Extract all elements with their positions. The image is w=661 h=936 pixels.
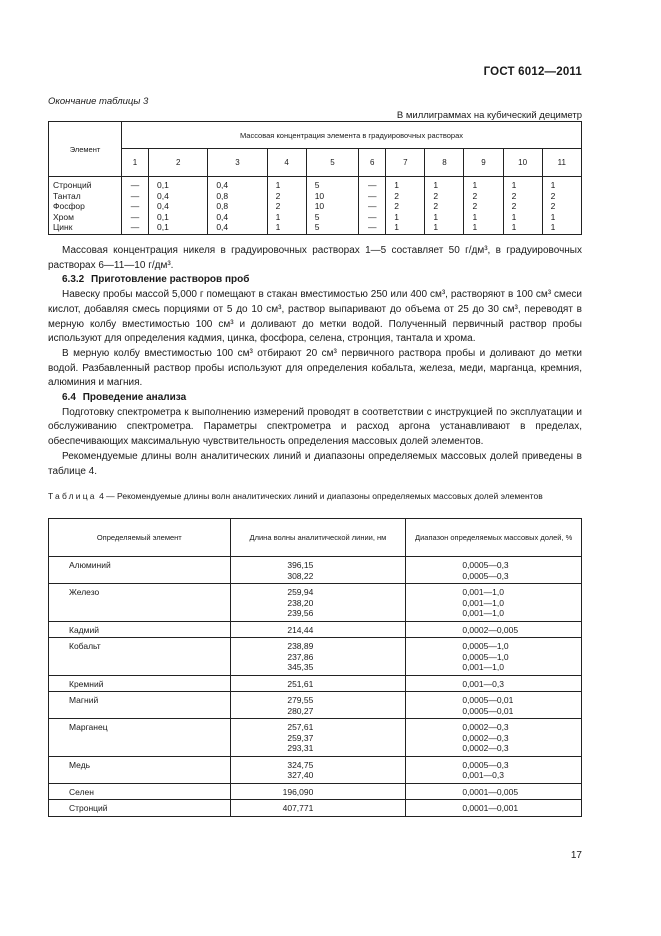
wavelength-value: 259,94 [287, 587, 314, 597]
table-row [49, 783, 582, 800]
page-number: 17 [570, 850, 582, 861]
wavelength-value: 308,22 [287, 570, 314, 581]
range-cell [406, 621, 582, 638]
range-value: 0,0002—0,3 [462, 722, 509, 732]
range-value: 0,0005—0,3 [462, 759, 509, 770]
col-header-solution-number: 3 [208, 149, 267, 177]
table-row [49, 756, 582, 783]
element-name: Стронций [49, 800, 231, 817]
concentration-value: 1 [472, 222, 478, 232]
concentration-value: 1 [394, 211, 400, 222]
wavelength-cell [230, 621, 406, 638]
col-header-solution-number: 2 [149, 149, 208, 177]
table-row [49, 719, 582, 757]
range-value: 0,0005—0,3 [462, 560, 509, 570]
concentration-column [425, 177, 464, 235]
concentration-value: — [130, 201, 140, 211]
concentration-value: 1 [275, 180, 281, 190]
col-header-element: Элемент [49, 122, 122, 177]
table-row [49, 638, 582, 676]
concentration-value: 1 [511, 180, 517, 190]
table-word: Таблица [48, 491, 97, 501]
concentration-value: — [368, 180, 377, 190]
wavelength-cell [230, 557, 406, 584]
element-name: Алюминий [49, 557, 231, 584]
concentration-column [149, 177, 208, 235]
concentration-column [267, 177, 306, 235]
wavelength-value: 293,31 [287, 743, 314, 753]
table-3 [48, 121, 582, 235]
element-name: Кобальт [49, 638, 231, 676]
range-cell [406, 692, 582, 719]
range-value: 0,001—1,0 [462, 597, 504, 608]
element-name: Железо [49, 584, 231, 622]
concentration-value: 0,1 [157, 211, 169, 222]
col-header-solution-number: 1 [122, 149, 149, 177]
element-name: Селен [49, 783, 231, 800]
col-header-solution-number: 8 [425, 149, 464, 177]
concentration-value: 0,8 [216, 201, 229, 211]
col-header-concentration: Массовая концентрация элемента в градуировочных растворах [122, 122, 582, 149]
concentration-value: 10 [314, 201, 325, 211]
element-name: Кадмий [49, 621, 231, 638]
range-cell [406, 756, 582, 783]
table-caption-text: 4 — Рекомендуемые длины волн аналитических линий и диапазоны определяемых массовых долей элементов [96, 491, 543, 501]
table-units-label: В миллиграммах на кубический дециметр [396, 110, 582, 121]
range-value: 0,0002—0,3 [462, 743, 509, 753]
wavelength-value: 214,44 [287, 624, 314, 635]
range-cell [406, 557, 582, 584]
concentration-column [503, 177, 542, 235]
table-continuation-label: Окончание таблицы 3 [48, 96, 149, 107]
col-header-wavelength: Длина волны аналитической линии, нм [230, 519, 406, 557]
concentration-value: 1 [472, 211, 478, 222]
range-cell [406, 783, 582, 800]
concentration-value: 1 [275, 211, 281, 222]
col-header-solution-number: 10 [503, 149, 542, 177]
concentration-value: 10 [314, 190, 325, 201]
concentration-value: 2 [472, 201, 478, 211]
wavelength-value: 238,20 [287, 597, 314, 608]
range-cell [406, 638, 582, 676]
concentration-value: 0,4 [216, 180, 229, 190]
concentration-column [122, 177, 149, 235]
col-header-range: Диапазон определяемых массовых долей, % [406, 519, 582, 557]
col-header-element: Определяемый элемент [49, 519, 231, 557]
paragraph-spectrometer: Подготовку спектрометра к выполнению измерений проводят в соответствии с инструкцией по эксплуатации и обслуживанию спектрометра. Параметры спектрометра и расход аргона устанавливают в пределах, обеспечивающих максимальную чувствительность определения массовых долей элементов. [48, 406, 582, 448]
element-name: Магний [49, 692, 231, 719]
section-number: 6.4 [62, 392, 76, 404]
concentration-value: 1 [394, 222, 400, 232]
concentration-value: 1 [472, 180, 478, 190]
concentration-value: 0,4 [157, 201, 169, 211]
wavelength-cell [230, 638, 406, 676]
wavelength-cell [230, 719, 406, 757]
table-row [49, 557, 582, 584]
concentration-value: 1 [550, 211, 556, 222]
range-cell [406, 584, 582, 622]
table-row [49, 800, 582, 817]
body-text [48, 244, 582, 479]
concentration-value: 5 [314, 211, 320, 222]
wavelength-value: 257,61 [287, 722, 314, 732]
concentration-value: 1 [394, 180, 400, 190]
concentration-value: 1 [550, 222, 556, 232]
section-title: Проведение анализа [82, 392, 187, 404]
section-number: 6.3.2 [62, 274, 85, 286]
col-header-solution-number: 9 [464, 149, 503, 177]
concentration-value: 2 [394, 201, 400, 211]
concentration-value: 2 [394, 190, 400, 201]
wavelength-cell [230, 675, 406, 692]
range-value: 0,0005—0,3 [462, 570, 509, 581]
table-row [49, 675, 582, 692]
wavelength-cell [230, 783, 406, 800]
wavelength-value: 238,89 [287, 641, 314, 651]
concentration-value: 1 [550, 180, 556, 190]
wavelength-value: 280,27 [287, 705, 314, 716]
col-header-solution-number: 11 [542, 149, 581, 177]
table-row [49, 692, 582, 719]
concentration-value: 2 [433, 190, 439, 201]
col-header-solution-number: 4 [267, 149, 306, 177]
range-value: 0,0001—0,005 [462, 786, 519, 797]
concentration-value: — [368, 222, 377, 232]
concentration-value: — [130, 222, 140, 232]
section-title: Приготовление растворов проб [91, 274, 250, 286]
paragraph-wavelengths: Рекомендуемые длины волн аналитических линий и диапазоны определяемых массовых долей приведены в таблице 4. [48, 450, 582, 477]
col-header-solution-number: 7 [386, 149, 425, 177]
wavelength-value: 327,40 [287, 770, 314, 780]
range-value: 0,0002—0,005 [462, 624, 519, 635]
wavelength-value: 324,75 [287, 759, 314, 770]
range-value: 0,001—0,3 [462, 678, 504, 689]
standard-code: ГОСТ 6012—2011 [483, 66, 582, 78]
paragraph-dilution: В мерную колбу вместимостью 100 см³ отбирают 20 см³ первичного раствора пробы и доливают до метки водой. Разбавленный раствор пробы используют для определения кобальта, железа, меди, марганца, кремния, алюминия и магния. [48, 347, 582, 389]
table-row [49, 621, 582, 638]
concentration-column [306, 177, 359, 235]
wavelength-value: 196,090 [282, 786, 314, 797]
wavelength-cell [230, 584, 406, 622]
element-name: Тантал [53, 190, 81, 201]
concentration-value: 0,1 [157, 222, 169, 232]
element-name: Кремний [49, 675, 231, 692]
wavelength-value: 237,86 [287, 651, 314, 662]
table-4-caption [48, 490, 582, 502]
range-value: 0,0005—0,01 [462, 705, 514, 716]
concentration-value: 1 [433, 211, 439, 222]
concentration-value: 2 [511, 201, 517, 211]
element-name: Фосфор [53, 201, 85, 211]
wavelength-value: 345,35 [287, 662, 314, 672]
paragraph-nickel: Массовая концентрация никеля в градуировочных растворах 1—5 составляет 50 г/дм³, в градуировочных растворах 6—11—10 г/дм³. [48, 245, 582, 271]
concentration-value: 0,4 [157, 190, 169, 201]
paragraph-sample-prep: Навеску пробы массой 5,000 г помещают в стакан вместимостью 250 или 400 см³, растворяют в 100 см³ смеси кислот, добавляя смесь порциями от 5 до 10 см³, раствор выпаривают до объема от 25 до 30 см³, переводят в мерную колбу вместимостью 100 см³ и доливают до метки водой. Полученный первичный раствор пробы используют для определения кадмия, цинка, фосфора, селена, стронция, тантала и хрома. [48, 289, 582, 345]
concentration-value: 1 [511, 222, 517, 232]
col-header-solution-number: 5 [306, 149, 359, 177]
element-name: Марганец [49, 719, 231, 757]
concentration-value: — [130, 180, 140, 190]
wavelength-cell [230, 692, 406, 719]
concentration-value: 2 [275, 190, 281, 201]
range-value: 0,0001—0,001 [462, 803, 519, 813]
concentration-value: — [368, 201, 377, 211]
table-4 [48, 518, 582, 817]
range-cell [406, 719, 582, 757]
wavelength-cell [230, 800, 406, 817]
range-value: 0,001—1,0 [462, 587, 504, 597]
wavelength-value: 239,56 [287, 608, 314, 618]
concentration-value: 1 [433, 180, 439, 190]
concentration-value: 5 [314, 180, 320, 190]
concentration-value: 2 [433, 201, 439, 211]
concentration-value: 5 [314, 222, 320, 232]
concentration-value: 1 [275, 222, 281, 232]
concentration-value: 0,1 [157, 180, 169, 190]
concentration-column [386, 177, 425, 235]
range-value: 0,001—1,0 [462, 608, 504, 618]
range-cell [406, 800, 582, 817]
concentration-value: 1 [433, 222, 439, 232]
section-heading-6-4 [48, 391, 582, 406]
range-value: 0,0005—1,0 [462, 651, 509, 662]
concentration-value: 0,4 [216, 211, 229, 222]
section-heading-6-3-2 [48, 273, 582, 288]
concentration-value: 2 [511, 190, 517, 201]
wavelength-value: 407,771 [282, 803, 314, 813]
wavelength-value: 251,61 [287, 678, 314, 689]
concentration-value: 0,8 [216, 190, 229, 201]
concentration-column [464, 177, 503, 235]
range-cell [406, 675, 582, 692]
concentration-column [542, 177, 581, 235]
range-value: 0,0005—0,01 [462, 695, 514, 705]
wavelength-cell [230, 756, 406, 783]
concentration-column [359, 177, 386, 235]
wavelength-value: 396,15 [287, 560, 314, 570]
element-name: Цинк [53, 222, 73, 232]
concentration-value: 0,4 [216, 222, 229, 232]
range-value: 0,001—0,3 [462, 770, 504, 780]
element-name: Хром [53, 211, 74, 222]
element-names-cell [49, 177, 122, 235]
range-value: 0,0002—0,3 [462, 732, 509, 743]
element-name: Медь [49, 756, 231, 783]
concentration-column [208, 177, 267, 235]
concentration-value: — [368, 211, 377, 222]
table-row [49, 584, 582, 622]
concentration-value: — [368, 190, 377, 201]
concentration-value: 2 [275, 201, 281, 211]
concentration-value: 1 [511, 211, 517, 222]
wavelength-value: 279,55 [287, 695, 314, 705]
col-header-solution-number: 6 [359, 149, 386, 177]
concentration-value: — [130, 190, 140, 201]
element-name: Стронций [53, 180, 92, 190]
wavelength-value: 259,37 [287, 732, 314, 743]
concentration-value: 2 [550, 190, 556, 201]
concentration-value: 2 [550, 201, 556, 211]
concentration-value: 2 [472, 190, 478, 201]
range-value: 0,001—1,0 [462, 662, 504, 672]
concentration-value: — [130, 211, 140, 222]
range-value: 0,0005—1,0 [462, 641, 509, 651]
